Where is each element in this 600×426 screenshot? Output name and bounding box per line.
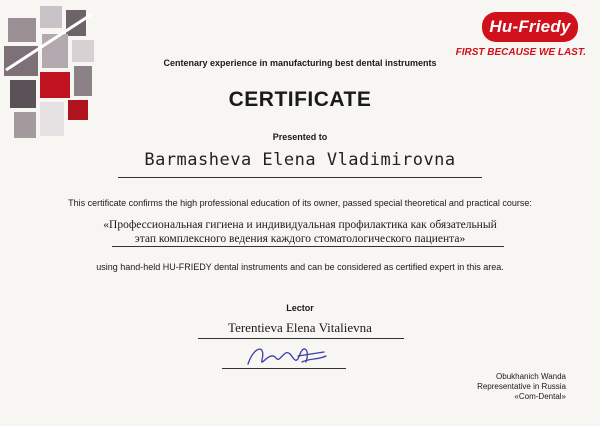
signature-line [222,368,346,369]
representative-role: Representative in Russia [477,382,566,391]
presented-to-label: Presented to [272,132,328,142]
representative-name: Obukhanich Wanda [496,372,566,381]
certificate-title: CERTIFICATE [228,88,372,111]
representative-company: «Com-Dental» [514,392,566,401]
recipient-name: Barmasheva Elena Vladimirovna [144,150,456,170]
course-title-line-1: «Профессиональная гигиена и индивидуальная профилактика как обязательный [103,219,497,231]
recipient-underline [118,177,482,178]
brand-tagline: FIRST BECAUSE WE LAST. [455,47,586,58]
representative-block [440,372,566,402]
hu-friedy-logo: Hu-Friedy [482,12,578,42]
usage-note: using hand-held HU-FRIEDY dental instruments and can be considered as certified expert in this area. [96,262,504,272]
decorative-mosaic-image [0,0,110,150]
course-title-line-2: этап комплексного ведения каждого стоматологического пациента» [134,233,466,245]
lector-underline [198,338,404,339]
course-underline [112,246,504,247]
confirmation-text: This certificate confirms the high professional education of its owner, passed special theoretical and practical course: [68,198,532,208]
certificate-subtitle: Centenary experience in manufacturing best dental instruments [163,58,437,68]
course-title [0,218,600,246]
lector-label: Lector [286,303,314,313]
lector-name: Terentieva Elena Vitalievna [228,320,372,335]
